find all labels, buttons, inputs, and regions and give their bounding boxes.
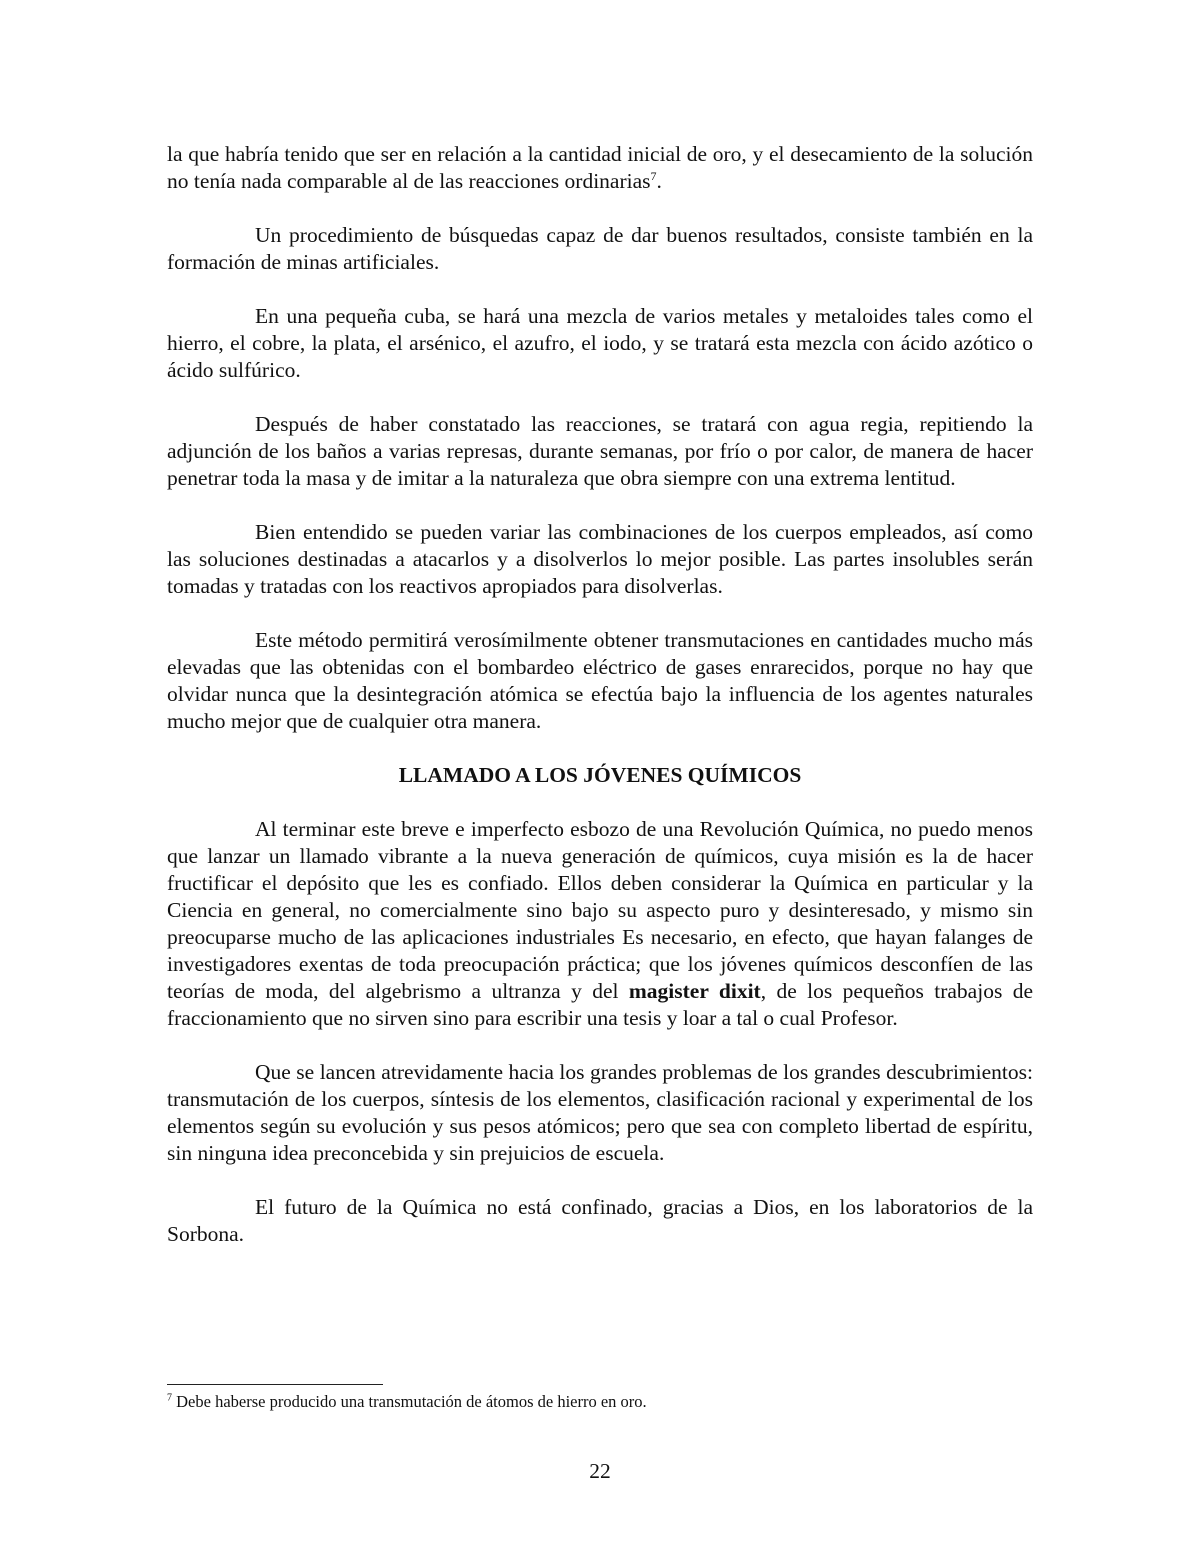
paragraph-1-tail: . bbox=[656, 169, 662, 193]
paragraph-4: Después de haber constatado las reacciones, se tratará con agua regia, repitiendo la adjunción de los baños a varias represas, durante semanas, por frío o por calor, de manera de hacer penetrar toda la masa y de imitar a la naturaleza que obra siempre con una extrema lentitud. bbox=[167, 412, 1033, 490]
footnote-text: Debe haberse producido una transmutación de átomos de hierro en oro. bbox=[172, 1392, 647, 1411]
footnote bbox=[167, 1392, 1033, 1412]
paragraph-3: En una pequeña cuba, se hará una mezcla de varios metales y metaloides tales como el hierro, el cobre, la plata, el arsénico, el azufro, el iodo, y se tratará esta mezcla con ácido azótico o ácido sulfúrico. bbox=[167, 304, 1033, 382]
paragraph-1-text: la que habría tenido que ser en relación a la cantidad inicial de oro, y el desecamiento de la solución no tenía nada comparable al de las reacciones ordinarias bbox=[167, 142, 1033, 193]
paragraph-closing-2: El futuro de la Química no está confinado, gracias a Dios, en los laboratorios de la Sorbona. bbox=[167, 1195, 1033, 1246]
paragraph-appeal bbox=[167, 816, 1033, 1032]
footnote-separator bbox=[167, 1384, 383, 1385]
footnote-marker: 7 bbox=[167, 1392, 172, 1404]
paragraph-1 bbox=[167, 141, 1033, 195]
footnote-reference[interactable]: 7 bbox=[650, 168, 657, 183]
paragraph-closing-1: Que se lancen atrevidamente hacia los grandes problemas de los grandes descubrimientos: transmutación de los cuerpos, síntesis de los elementos, clasificación racional y experimental de los elementos según su evolución y sus pesos atómicos; pero que sea con completo libertad de espíritu, sin ninguna idea preconcebida y sin prejuicios de escuela. bbox=[167, 1060, 1033, 1165]
page-body bbox=[167, 141, 1033, 1275]
magister-dixit-emphasis: magister dixit bbox=[628, 979, 761, 1003]
appeal-text-end: , de los pequeños trabajos de fraccionamiento que no sirven sino para escribir una tesis y loar a tal o cual Profesor. bbox=[167, 979, 1034, 1030]
section-heading: LLAMADO A LOS JÓVENES QUÍMICOS bbox=[398, 763, 802, 787]
page-number: 22 bbox=[589, 1459, 611, 1483]
paragraph-5: Bien entendido se pueden variar las combinaciones de los cuerpos empleados, así como las soluciones destinadas a atacarlos y a disolverlos lo mejor posible. Las partes insolubles serán tomadas y tratadas con los reactivos apropiados para disolverlas. bbox=[167, 520, 1033, 598]
paragraph-2: Un procedimiento de búsquedas capaz de dar buenos resultados, consiste también en la formación de minas artificiales. bbox=[167, 223, 1033, 274]
paragraph-6: Este método permitirá verosímilmente obtener transmutaciones en cantidades mucho más elevadas que las obtenidas con el bombardeo eléctrico de gases enrarecidos, porque no hay que olvidar nunca que la desintegración atómica se efectúa bajo la influencia de los agentes naturales mucho mejor que de cualquier otra manera. bbox=[167, 628, 1033, 733]
appeal-text-start: Al terminar este breve e imperfecto esbozo de una Revolución Química, no puedo menos que lanzar un llamado vibrante a la nueva generación de químicos, cuya misión es la de hacer fructificar el depósito que les es confiado. Ellos deben considerar la Química en particular y la Ciencia en general, no comercialmente sino bajo su aspecto puro y desinteresado, y mismo sin preocuparse mucho de las aplicaciones industriales Es necesario, en efecto, que hayan falanges de investigadores exentas de toda preocupación práctica; que los jóvenes químicos desconfíen de las teorías de moda, del algebrismo a ultranza y del bbox=[167, 817, 1033, 1003]
